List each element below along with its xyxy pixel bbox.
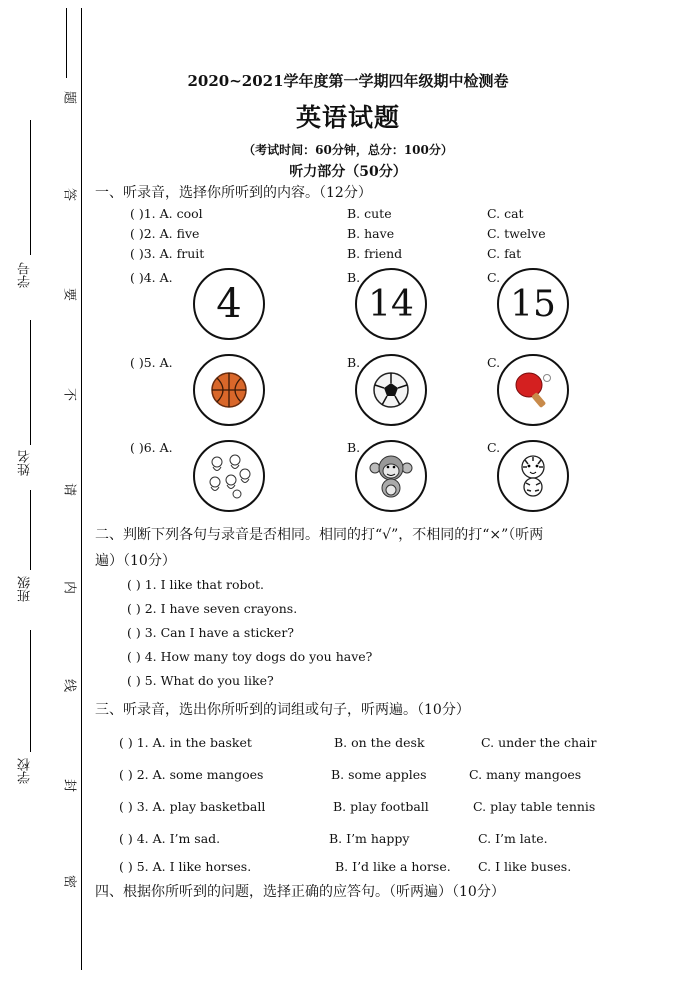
seal-char: 请 [61, 482, 77, 496]
choice-item-b: B. play football [333, 799, 429, 814]
question-option-c: C. fat [487, 246, 522, 261]
judgement-item: ( ) 3. Can I have a sticker? [127, 625, 294, 640]
choice-item-c: C. many mangoes [469, 767, 582, 782]
choice-item-c: C. I like buses. [478, 859, 572, 874]
question-option-a: ( )1. A. cool [130, 206, 203, 221]
choice-item-c: C. play table tennis [473, 799, 596, 814]
class-blank[interactable] [30, 490, 31, 570]
number-four: 4 [216, 281, 242, 327]
question-option-c: C. twelve [487, 226, 546, 241]
question-5-b-label: B. [347, 355, 361, 370]
seal-char: 题 [61, 90, 77, 104]
table-tennis-picture [497, 354, 569, 426]
field-name [18, 450, 33, 476]
choice-item-c: C. under the chair [481, 735, 597, 750]
choice-item-a: ( ) 2. A. some mangoes [119, 767, 264, 782]
question-option-a: ( )3. A. fruit [130, 246, 205, 261]
monkey-picture [355, 440, 427, 512]
monkey-icon [367, 452, 415, 500]
judgement-item: ( ) 1. I like that robot. [127, 577, 264, 592]
choice-item-c: C. I’m late. [478, 831, 548, 846]
basketball-picture [193, 354, 265, 426]
question-6-label: ( )6. A. [130, 440, 173, 455]
choice-item-a: ( ) 5. A. I like horses. [119, 859, 252, 874]
question-4-c-label: C. [487, 270, 501, 285]
section2-heading [95, 524, 615, 572]
choice-item-a: ( ) 1. A. in the basket [119, 735, 252, 750]
question-6-c-label: C. [487, 440, 501, 455]
number-fifteen: 15 [510, 283, 556, 325]
choice-item-b: B. I’d like a horse. [335, 859, 451, 874]
seal-char: 内 [61, 580, 77, 594]
part-heading: 听力部分（50分） [289, 164, 407, 180]
exam-info: （考试时间：60分钟，总分：100分） [243, 143, 453, 157]
seal-char: 密 [61, 874, 77, 888]
question-6-b-label: B. [347, 440, 361, 455]
section1-heading: 一、听录音，选择你所听到的内容。（12分） [95, 185, 372, 201]
choice-item-b: B. some apples [331, 767, 427, 782]
number-fourteen: 14 [368, 283, 414, 325]
table-tennis-paddle-icon [511, 368, 555, 412]
seal-char: 要 [61, 287, 77, 301]
question-option-b: B. cute [347, 206, 392, 221]
question-option-a: ( )2. A. five [130, 226, 200, 241]
section2-heading-line2: 遍）（10分） [95, 553, 176, 569]
monkeys-group-icon [203, 450, 255, 502]
question-4-b-label: B. [347, 270, 361, 285]
number-four-picture [193, 268, 265, 340]
question-option-b: B. have [347, 226, 395, 241]
seal-char: 封 [61, 778, 77, 792]
question-5-c-label: C. [487, 355, 501, 370]
school-blank[interactable] [30, 630, 31, 752]
field-class-text: 班级 [18, 576, 33, 602]
question-4-label: ( )4. A. [130, 270, 173, 285]
question-option-b: B. friend [347, 246, 403, 261]
field-student-id-text: 学号 [18, 262, 33, 288]
choice-item-b: B. on the desk [334, 735, 425, 750]
football-icon [371, 370, 411, 410]
choice-item-a: ( ) 4. A. I’m sad. [119, 831, 221, 846]
number-fifteen-picture [497, 268, 569, 340]
basketball-icon [209, 370, 249, 410]
seal-char: 答 [61, 187, 77, 201]
judgement-item: ( ) 5. What do you like? [127, 673, 274, 688]
number-fourteen-picture [355, 268, 427, 340]
name-blank[interactable] [30, 320, 31, 445]
exam-title: 英语试题 [295, 103, 400, 132]
question-5-label: ( )5. A. [130, 355, 173, 370]
tiger-icon [509, 452, 557, 500]
judgement-item: ( ) 2. I have seven crayons. [127, 601, 298, 616]
field-school [18, 758, 33, 784]
question-option-c: C. cat [487, 206, 524, 221]
tiger-picture [497, 440, 569, 512]
field-class [18, 576, 33, 602]
choice-item-b: B. I’m happy [329, 831, 410, 846]
field-name-text: 姓名 [18, 450, 33, 476]
exam-subtitle: 2020~2021学年度第一学期四年级期中检测卷 [187, 72, 509, 90]
judgement-item: ( ) 4. How many toy dogs do you have? [127, 649, 373, 664]
monkeys-picture [193, 440, 265, 512]
seal-line [66, 8, 67, 78]
football-picture [355, 354, 427, 426]
section2-heading-line1: 二、判断下列各句与录音是否相同。相同的打“√”，不相同的打“×”（听两 [95, 527, 544, 543]
section4-heading: 四、根据你所听到的问题，选择正确的应答句。（听两遍）（10分） [95, 884, 505, 900]
choice-item-a: ( ) 3. A. play basketball [119, 799, 266, 814]
field-student-id [18, 262, 33, 288]
seal-char: 线 [61, 678, 77, 692]
section3-heading: 三、听录音，选出你所听到的词组或句子，听两遍。（10分） [95, 702, 470, 718]
field-school-text: 学校 [18, 758, 33, 784]
seal-char: 不 [61, 387, 77, 401]
